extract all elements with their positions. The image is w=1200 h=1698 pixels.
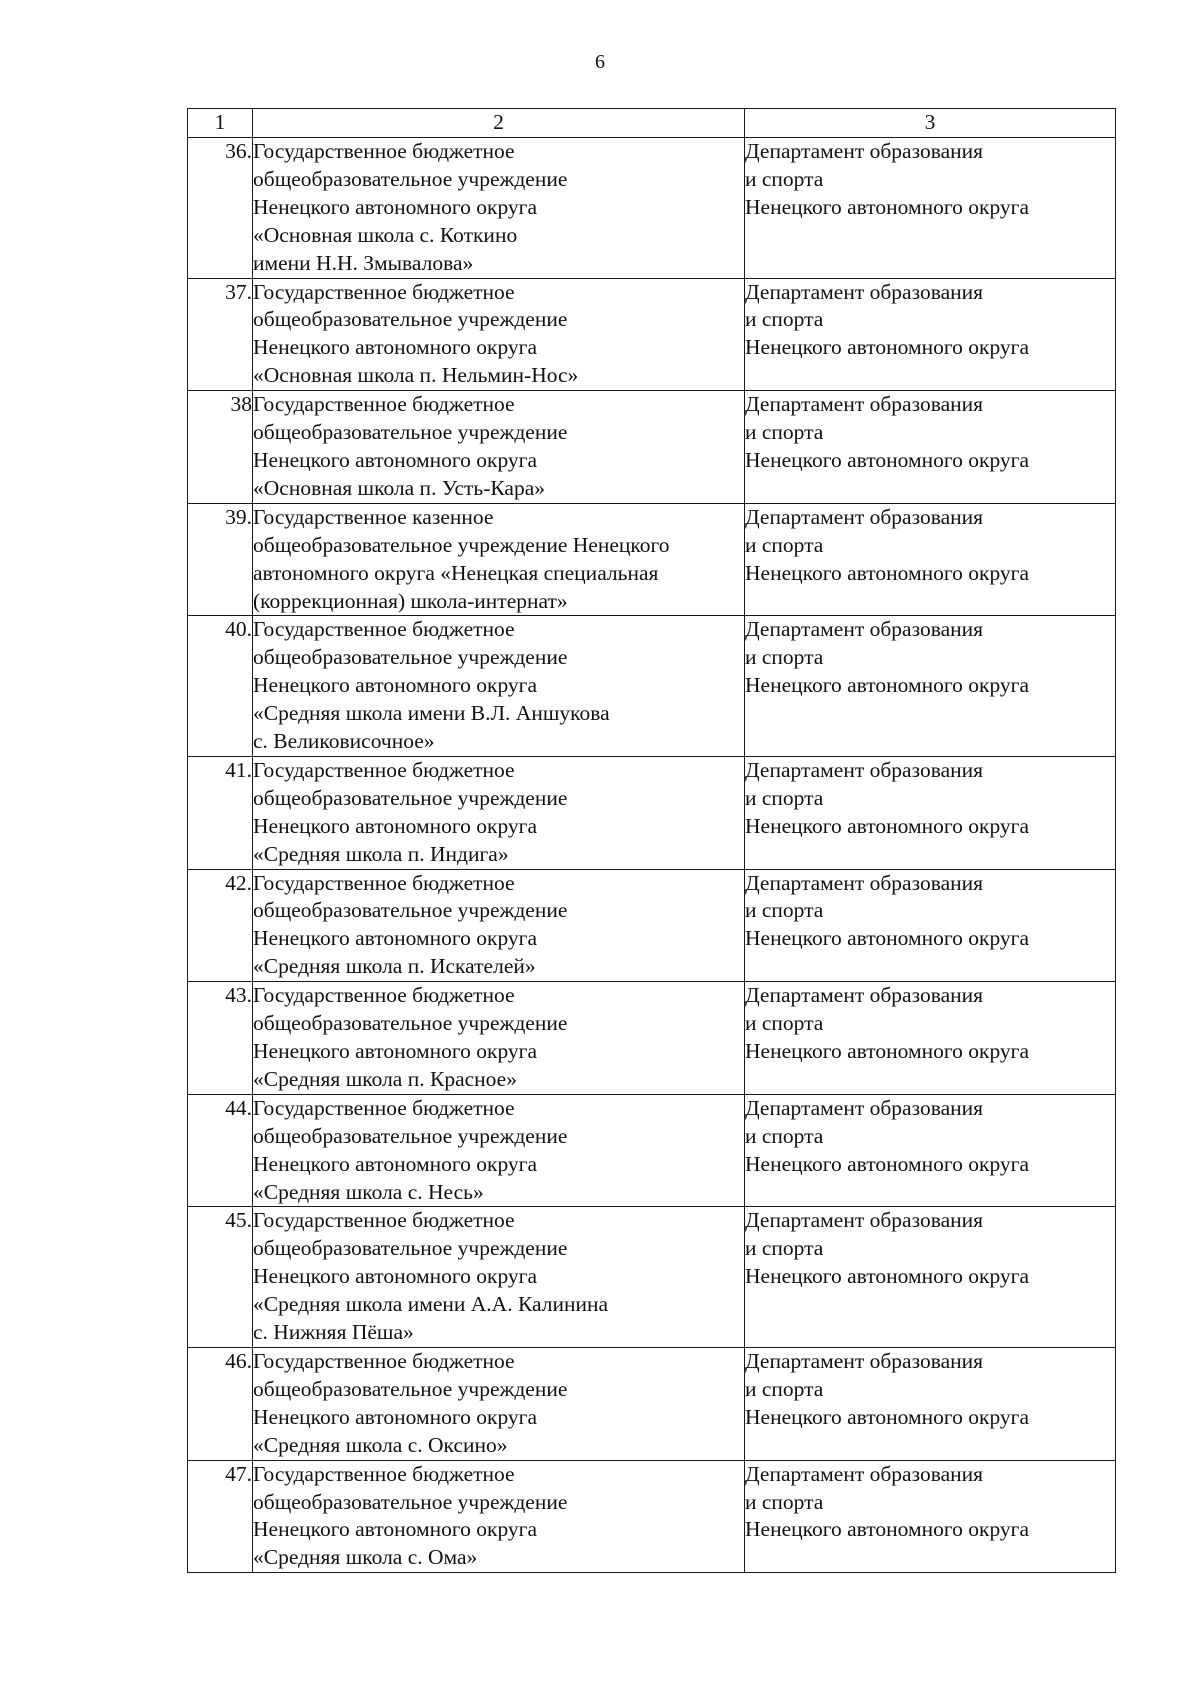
department-cell bbox=[745, 1094, 1116, 1207]
institution-name-line: Государственное бюджетное bbox=[253, 983, 515, 1008]
table-row bbox=[188, 138, 1116, 279]
department-line: и спорта bbox=[745, 1376, 824, 1401]
institution-name-line: Государственное бюджетное bbox=[253, 279, 515, 304]
institution-name-line: общеобразовательное учреждение bbox=[253, 1011, 568, 1036]
institution-name-cell bbox=[253, 1094, 745, 1207]
institution-name-line: Ненецкого автономного округа bbox=[253, 1264, 538, 1289]
row-number: 47. bbox=[188, 1460, 253, 1573]
table-row bbox=[188, 1347, 1116, 1460]
institution-name-line: общеобразовательное учреждение bbox=[253, 645, 568, 670]
department-line: Ненецкого автономного округа bbox=[745, 194, 1030, 219]
institution-name-cell bbox=[253, 138, 745, 279]
table-row bbox=[188, 503, 1116, 616]
department-line: Ненецкого автономного округа bbox=[745, 926, 1030, 951]
institution-name-line: «Средняя школа имени А.А. Калинина bbox=[253, 1292, 609, 1317]
department-line: и спорта bbox=[745, 532, 824, 557]
institution-name-line: «Средняя школа с. Несь» bbox=[253, 1179, 484, 1204]
table-row bbox=[188, 278, 1116, 391]
table-row bbox=[188, 1460, 1116, 1573]
table-row bbox=[188, 616, 1116, 757]
department-line: Ненецкого автономного округа bbox=[745, 447, 1030, 472]
institution-name-line: Государственное бюджетное bbox=[253, 757, 515, 782]
row-number: 39. bbox=[188, 503, 253, 616]
institution-name-line: общеобразовательное учреждение bbox=[253, 166, 568, 191]
row-number: 44. bbox=[188, 1094, 253, 1207]
row-number: 43. bbox=[188, 982, 253, 1095]
institution-name-line: Ненецкого автономного округа bbox=[253, 1517, 538, 1542]
institution-name-line: автономного округа «Ненецкая специальная bbox=[253, 560, 659, 585]
institution-name-line: Ненецкого автономного округа bbox=[253, 335, 538, 360]
row-number: 40. bbox=[188, 616, 253, 757]
row-number: 41. bbox=[188, 756, 253, 869]
institution-name-line: общеобразовательное учреждение bbox=[253, 420, 568, 445]
table-row bbox=[188, 982, 1116, 1095]
department-line: Ненецкого автономного округа bbox=[745, 1264, 1030, 1289]
institution-name-line: Ненецкого автономного округа bbox=[253, 926, 538, 951]
institution-name-line: общеобразовательное учреждение bbox=[253, 1376, 568, 1401]
institution-name-line: Ненецкого автономного округа bbox=[253, 194, 538, 219]
department-line: Ненецкого автономного округа bbox=[745, 813, 1030, 838]
department-cell bbox=[745, 982, 1116, 1095]
department-line: и спорта bbox=[745, 307, 824, 332]
institution-name-line: Государственное бюджетное bbox=[253, 392, 515, 417]
department-line: и спорта bbox=[745, 1011, 824, 1036]
institution-name-line: Государственное бюджетное bbox=[253, 617, 515, 642]
header-row bbox=[188, 109, 1116, 138]
institution-name-line: «Основная школа п. Усть-Кара» bbox=[253, 475, 546, 500]
row-number: 38 bbox=[188, 391, 253, 504]
department-line: Департамент образования bbox=[745, 617, 984, 642]
institution-name-line: Ненецкого автономного округа bbox=[253, 813, 538, 838]
column-header-number: 1 bbox=[188, 109, 253, 138]
institution-name-cell bbox=[253, 616, 745, 757]
institution-name-line: «Средняя школа п. Искателей» bbox=[253, 954, 536, 979]
institution-name-line: имени Н.Н. Змывалова» bbox=[253, 250, 474, 275]
department-line: Департамент образования bbox=[745, 1095, 984, 1120]
department-line: Департамент образования bbox=[745, 983, 984, 1008]
department-line: Департамент образования bbox=[745, 279, 984, 304]
institution-name-line: с. Нижняя Пёша» bbox=[253, 1320, 414, 1345]
table-row bbox=[188, 869, 1116, 982]
department-line: Департамент образования bbox=[745, 139, 984, 163]
department-cell bbox=[745, 503, 1116, 616]
department-cell bbox=[745, 391, 1116, 504]
institution-name-line: «Основная школа п. Нельмин-Нос» bbox=[253, 363, 579, 388]
institution-name-line: Ненецкого автономного округа bbox=[253, 1151, 538, 1176]
institution-name-line: «Основная школа с. Коткино bbox=[253, 222, 518, 247]
institution-name-cell bbox=[253, 1207, 745, 1348]
institution-name-line: с. Великовисочное» bbox=[253, 729, 435, 754]
institution-name-line: общеобразовательное учреждение bbox=[253, 1123, 568, 1148]
institution-name-cell bbox=[253, 982, 745, 1095]
institution-name-line: Ненецкого автономного округа bbox=[253, 1039, 538, 1063]
department-line: и спорта bbox=[745, 166, 824, 191]
row-number: 36. bbox=[188, 138, 253, 279]
department-line: и спорта bbox=[745, 1236, 824, 1261]
institution-name-cell bbox=[253, 391, 745, 504]
department-line: Ненецкого автономного округа bbox=[745, 1517, 1030, 1542]
row-number: 46. bbox=[188, 1347, 253, 1460]
institution-name-line: Государственное бюджетное bbox=[253, 1208, 515, 1233]
page-number: 6 bbox=[595, 51, 605, 73]
department-line: Департамент образования bbox=[745, 392, 984, 417]
department-line: Ненецкого автономного округа bbox=[745, 1404, 1030, 1429]
institution-name-line: Ненецкого автономного округа bbox=[253, 673, 538, 698]
row-number: 45. bbox=[188, 1207, 253, 1348]
institution-name-line: общеобразовательное учреждение bbox=[253, 785, 568, 810]
institution-name-line: общеобразовательное учреждение bbox=[253, 1489, 568, 1514]
department-line: Ненецкого автономного округа bbox=[745, 1039, 1030, 1063]
institution-name-line: Государственное бюджетное bbox=[253, 139, 515, 163]
department-cell bbox=[745, 1460, 1116, 1573]
department-line: Департамент образования bbox=[745, 1348, 984, 1373]
department-line: и спорта bbox=[745, 420, 824, 445]
department-cell bbox=[745, 616, 1116, 757]
table-row bbox=[188, 1094, 1116, 1207]
institution-name-cell bbox=[253, 756, 745, 869]
institution-name-line: Ненецкого автономного округа bbox=[253, 1404, 538, 1429]
institution-name-line: (коррекционная) школа-интернат» bbox=[253, 588, 568, 613]
department-cell bbox=[745, 138, 1116, 279]
institution-name-line: Государственное казенное bbox=[253, 504, 494, 529]
department-line: и спорта bbox=[745, 645, 824, 670]
institution-name-line: «Средняя школа п. Красное» bbox=[253, 1066, 517, 1091]
institution-name-line: «Средняя школа с. Оксино» bbox=[253, 1432, 508, 1457]
department-line: Ненецкого автономного округа bbox=[745, 1151, 1030, 1176]
row-number: 42. bbox=[188, 869, 253, 982]
institution-name-line: Ненецкого автономного округа bbox=[253, 447, 538, 472]
department-cell bbox=[745, 278, 1116, 391]
institution-name-line: «Средняя школа с. Ома» bbox=[253, 1545, 478, 1570]
institution-name-cell bbox=[253, 869, 745, 982]
department-line: Ненецкого автономного округа bbox=[745, 560, 1030, 585]
institution-name-line: Государственное бюджетное bbox=[253, 1095, 515, 1120]
department-line: и спорта bbox=[745, 785, 824, 810]
department-line: Департамент образования bbox=[745, 757, 984, 782]
institution-name-line: «Средняя школа имени В.Л. Аншукова bbox=[253, 701, 610, 726]
column-header-department: 3 bbox=[745, 109, 1116, 138]
department-line: Ненецкого автономного округа bbox=[745, 673, 1030, 698]
institution-name-line: «Средняя школа п. Индига» bbox=[253, 841, 509, 866]
institution-name-line: общеобразовательное учреждение bbox=[253, 898, 568, 923]
department-line: Департамент образования bbox=[745, 504, 984, 529]
table-row bbox=[188, 391, 1116, 504]
institution-name-line: Государственное бюджетное bbox=[253, 870, 515, 895]
department-line: и спорта bbox=[745, 898, 824, 923]
institution-name-line: Государственное бюджетное bbox=[253, 1348, 515, 1373]
table-row bbox=[188, 756, 1116, 869]
institution-name-cell bbox=[253, 1347, 745, 1460]
institution-name-line: общеобразовательное учреждение Ненецкого bbox=[253, 532, 670, 557]
department-cell bbox=[745, 869, 1116, 982]
institution-name-line: Государственное бюджетное bbox=[253, 1461, 515, 1486]
institution-name-line: общеобразовательное учреждение bbox=[253, 307, 568, 332]
institution-name-cell bbox=[253, 503, 745, 616]
table-row bbox=[188, 1207, 1116, 1348]
department-cell bbox=[745, 756, 1116, 869]
institutions-table bbox=[187, 108, 1116, 1573]
row-number: 37. bbox=[188, 278, 253, 391]
institution-name-cell bbox=[253, 1460, 745, 1573]
institution-name-cell bbox=[253, 278, 745, 391]
department-line: Департамент образования bbox=[745, 1461, 984, 1486]
department-line: Департамент образования bbox=[745, 1208, 984, 1233]
institution-name-line: общеобразовательное учреждение bbox=[253, 1236, 568, 1261]
column-header-name: 2 bbox=[253, 109, 745, 138]
department-cell bbox=[745, 1207, 1116, 1348]
department-cell bbox=[745, 1347, 1116, 1460]
department-line: Ненецкого автономного округа bbox=[745, 335, 1030, 360]
department-line: и спорта bbox=[745, 1489, 824, 1514]
department-line: и спорта bbox=[745, 1123, 824, 1148]
department-line: Департамент образования bbox=[745, 870, 984, 895]
